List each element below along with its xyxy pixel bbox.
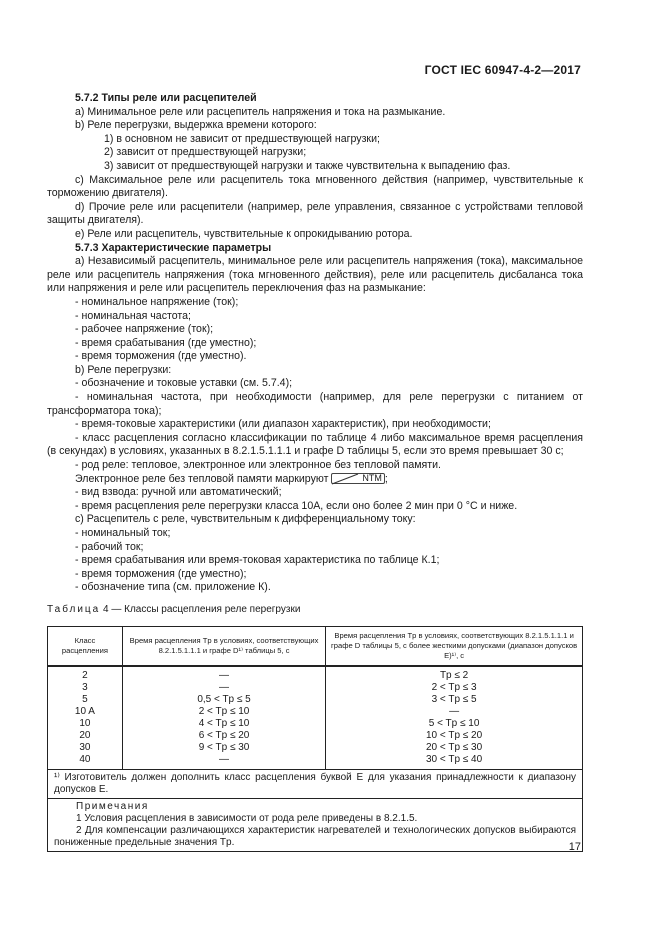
- page-number: 17: [568, 841, 581, 853]
- table-cell: 4 < Tp ≤ 10: [122, 718, 325, 730]
- table-notes-row: [48, 798, 583, 851]
- table-row: [48, 742, 583, 754]
- table-cell: 10 A: [48, 706, 123, 718]
- list-item: - обозначение и токовые уставки (см. 5.7.4);: [75, 377, 293, 390]
- table-cell: 2: [48, 666, 123, 682]
- table-notes: [48, 798, 583, 851]
- marking-text: Электронное реле без тепловой памяти маркируют: [75, 472, 329, 485]
- table-cell: —: [122, 666, 325, 682]
- section-572-heading: 5.7.2 Типы реле или расцепителей: [75, 92, 257, 104]
- item-b1: 1) в основном не зависит от предшествующей нагрузки;: [104, 132, 380, 145]
- list-item: - время расцепления реле перегрузки класса 10А, если оно более 2 мин при 0 °С и ниже.: [75, 499, 518, 512]
- table-row: [48, 682, 583, 694]
- marking-line: Электронное реле без тепловой памяти маркируют NTM ;: [75, 472, 388, 485]
- table-caption-text: 4 — Классы расцепления реле перегрузки: [103, 603, 301, 615]
- table-footnote-row: [48, 769, 583, 798]
- note-1: 1 Условия расцепления в зависимости от рода реле приведены в 8.2.1.5.: [76, 812, 418, 824]
- list-573-c: [47, 527, 583, 595]
- table-cell: 30: [48, 742, 123, 754]
- table-cell: 10: [48, 718, 123, 730]
- list-item: - номинальная частота;: [75, 309, 191, 322]
- item-b: b) Реле перегрузки, выдержка времени которого:: [75, 119, 317, 132]
- table-cell: 10 < Tp ≤ 20: [326, 730, 583, 742]
- item-d: d) Прочие реле или расцепители (например, реле управления, связанное с устройствами тепловой защиты двигателя).: [47, 200, 583, 227]
- item-573-a: a) Независимый расцепитель, минимальное реле или расцепитель напряжения (тока), максимальное реле или расцепитель напряжения (тока мгновенного действия), реле или расцепитель дисбаланса тока или напряжения и реле или расцепитель переключения фаз на размыкание:: [47, 255, 583, 295]
- table-cell: —: [326, 706, 583, 718]
- table-cell: 3 < Tp ≤ 5: [326, 694, 583, 706]
- list-573-b: [47, 377, 583, 472]
- table-cell: 40: [48, 754, 123, 770]
- col-time-header: Время расцепления Tp в условиях, соответствующих 8.2.1.5.1.1.1 и графе D¹⁾ таблицы 5, с: [122, 626, 325, 666]
- ntm-marking-label: NTM: [362, 473, 382, 484]
- list-item: - номинальная частота, при необходимости (например, для реле перегрузки с питанием от трансформатора тока);: [47, 391, 583, 417]
- table-cell: 20 < Tp ≤ 30: [326, 742, 583, 754]
- table-cell: —: [122, 682, 325, 694]
- note-2: 2 Для компенсации различающихся характеристик нагревателей и технологических допусков выбираются пониженные предельные значения Tp.: [54, 824, 576, 848]
- table-row: [48, 730, 583, 742]
- table-row: [48, 694, 583, 706]
- list-item: - время срабатывания или время-токовая характеристика по таблице К.1;: [75, 554, 440, 567]
- list-item: - номинальное напряжение (ток);: [75, 295, 239, 308]
- table-row: [48, 754, 583, 770]
- table-cell: 30 < Tp ≤ 40: [326, 754, 583, 770]
- table-cell: 0,5 < Tp ≤ 5: [122, 694, 325, 706]
- table-cell: Tp ≤ 2: [326, 666, 583, 682]
- list-item: - номинальный ток;: [75, 527, 171, 539]
- col-time-e-header: Время расцепления Tp в условиях, соответствующих 8.2.1.5.1.1.1 и графе D таблицы 5, с более жесткими допусками (диапазон допусков E)¹⁾, с: [326, 626, 583, 666]
- item-b2: 2) зависит от предшествующей нагрузки;: [104, 146, 307, 159]
- table-cell: 2 < Tp ≤ 3: [326, 682, 583, 694]
- ntm-marking-icon: [331, 473, 385, 484]
- table-cell: 2 < Tp ≤ 10: [122, 706, 325, 718]
- table-footnote: ¹⁾ Изготовитель должен дополнить класс расцепления буквой Е для указания принадлежности к диапазону допусков Е.: [48, 769, 583, 798]
- item-b3: 3) зависит от предшествующей нагрузки и также чувствительна к выпадению фаз.: [104, 159, 511, 172]
- table-row: [48, 706, 583, 718]
- table-cell: 20: [48, 730, 123, 742]
- item-573-c: c) Расцепитель с реле, чувствительным к дифференциальному току:: [75, 513, 416, 526]
- table-caption: [47, 603, 583, 617]
- strike-through-icon: [330, 472, 360, 486]
- table-cell: 5 < Tp ≤ 10: [326, 718, 583, 730]
- list-item: - обозначение типа (см. приложение К).: [75, 581, 271, 594]
- table-cell: —: [122, 754, 325, 770]
- page-body: [47, 92, 583, 852]
- table-cell: 9 < Tp ≤ 30: [122, 742, 325, 754]
- list-item: - время-токовые характеристики (или диапазон характеристик), при необходимости;: [75, 418, 491, 431]
- table-cell: 3: [48, 682, 123, 694]
- table-caption-prefix: Таблица: [47, 603, 101, 615]
- item-a: a) Минимальное реле или расцепитель напряжения и тока на размыкание.: [75, 105, 446, 118]
- list-573-a: [47, 296, 583, 364]
- list-item: - род реле: тепловое, электронное или электронное без тепловой памяти.: [75, 459, 441, 472]
- table-cell: 6 < Tp ≤ 20: [122, 730, 325, 742]
- trip-class-table: [47, 626, 583, 852]
- item-573-b: b) Реле перегрузки:: [75, 363, 172, 376]
- list-item: - класс расцепления согласно классификации по таблице 4 либо максимальное время расцепления (в секундах) в условиях, указанных в 8.2.1.5.1.1.1 и графе D таблицы 5, если это время превышает 30 с;: [47, 431, 583, 458]
- list-item: - время срабатывания (где уместно);: [75, 336, 257, 349]
- item-c: c) Максимальное реле или расцепитель тока мгновенного действия (например, чувствительные к торможению двигателя).: [47, 173, 583, 200]
- table-row: [48, 666, 583, 682]
- table-header-row: [48, 626, 583, 666]
- table-row: [48, 718, 583, 730]
- list-item: - рабочий ток;: [75, 540, 144, 553]
- list-item: - вид взвода: ручной или автоматический;: [75, 486, 282, 499]
- table-body: [48, 666, 583, 770]
- list-item: - рабочее напряжение (ток);: [75, 323, 214, 336]
- document-header: ГОСТ IEC 60947-4-2—2017: [424, 63, 581, 77]
- notes-title: Примечания: [76, 800, 149, 812]
- section-573-heading: 5.7.3 Характеристические параметры: [75, 241, 272, 254]
- col-class-header: Класс расцепления: [48, 626, 123, 666]
- item-e: e) Реле или расцепитель, чувствительные к опрокидыванию ротора.: [75, 227, 413, 240]
- list-item: - время торможения (где уместно);: [75, 567, 247, 580]
- list-item: - время торможения (где уместно).: [75, 350, 247, 363]
- table-cell: 5: [48, 694, 123, 706]
